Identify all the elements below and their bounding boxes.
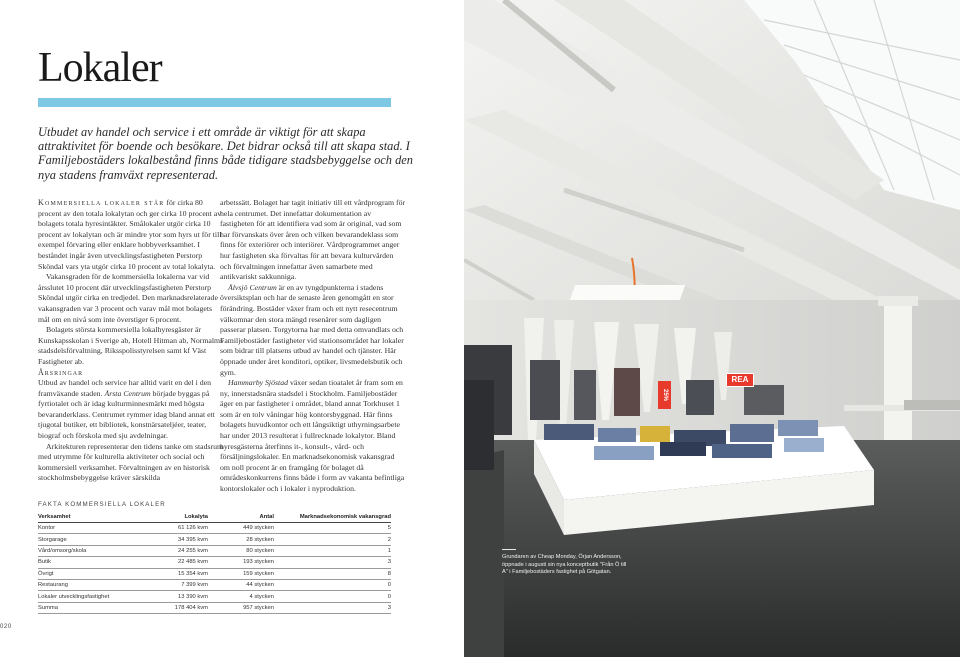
table-cell: 159 stycken bbox=[208, 568, 274, 579]
table-row bbox=[38, 557, 391, 568]
table-row bbox=[38, 602, 391, 613]
table-cell: Kontor bbox=[38, 523, 148, 534]
discount-sign: 25% bbox=[658, 381, 671, 409]
table-header-cell: Verksamhet bbox=[38, 513, 148, 523]
body-text-italic: Årsta Centrum bbox=[104, 388, 151, 398]
body-column-right bbox=[220, 198, 406, 495]
table-cell: 2 bbox=[274, 534, 391, 545]
table-cell: 3 bbox=[274, 602, 391, 613]
body-paragraph: Vakansgraden för de kommersiella lokalerna var vid årsslutet 10 procent där utvecklingsfastigheten Perstorp Sköndal utgör cirka en tredjedel. Den marknadsrelaterade vakansgraden var 3 procent och varav mål mot bolagets mål om en nivå som inte överstiger 6 procent. bbox=[38, 272, 218, 324]
table-cell: 5 bbox=[274, 523, 391, 534]
table-cell: 13 390 kvm bbox=[148, 591, 208, 602]
body-paragraph bbox=[220, 378, 406, 495]
lead-smallcaps: Kommersiella lokaler står bbox=[38, 198, 165, 207]
table-row bbox=[38, 545, 391, 556]
fakta-table bbox=[38, 513, 391, 614]
table-cell: 4 stycken bbox=[208, 591, 274, 602]
table-cell: 8 bbox=[274, 568, 391, 579]
caption-rule bbox=[502, 549, 516, 550]
table-row bbox=[38, 568, 391, 579]
body-text: är en av tyngdpunkterna i stadens översiktsplan och har de senaste åren genomgått en stor förändring. Bostäder växer fram och ett nytt resecentrum välkomnar den stora mängd resenärer som dagligen passerar platsen. Torgytorna har med detta omvandlats och Familjebostäder fastigheter vid stationsområdet har lokaler som bidrar till platsens utbud av handel och tjänster. Här öppnade under året konditori, optiker, livsmedelsbutik och gym. bbox=[220, 282, 404, 377]
table-cell: 7 399 kvm bbox=[148, 579, 208, 590]
table-cell: 449 stycken bbox=[208, 523, 274, 534]
table-row bbox=[38, 534, 391, 545]
fakta-heading: FAKTA KOMMERSIELLA LOKALER bbox=[38, 501, 166, 508]
table-cell: 957 stycken bbox=[208, 602, 274, 613]
body-text: för cirka 80 procent av den totala lokalytan och ger cirka 10 procent av bolagets totala hyresintäkter. Smålokaler utgör cirka 10 procent av lokalytan och är mindre ytor som hyrs ut för till exempel förvaring eller enklare hobbyverksamhet. I beståndet ingår även utvecklingsfastigheten Perstorp Sköndal vars yta utgör cirka 10 procent av total lokalyta. bbox=[38, 198, 222, 271]
table-cell: 22 485 kvm bbox=[148, 557, 208, 568]
table-cell: 3 bbox=[274, 557, 391, 568]
table-header-row bbox=[38, 513, 391, 523]
table-cell: 80 stycken bbox=[208, 545, 274, 556]
table-cell: 34 395 kvm bbox=[148, 534, 208, 545]
table-cell: Butik bbox=[38, 557, 148, 568]
photo-caption: Grundaren av Cheap Monday, Örjan Andersson, öppnade i augusti sin nya konceptbutik "Från Ö till A" i Familjebostäders fastighet på Götgatan. bbox=[502, 554, 627, 576]
title-accent-bar bbox=[38, 98, 391, 107]
body-text: Utbud av handel och service har alltid varit en del i den framväxande staden. bbox=[38, 378, 211, 398]
table-cell: 61 126 kvm bbox=[148, 523, 208, 534]
table-cell: Övrigt bbox=[38, 568, 148, 579]
table-row bbox=[38, 523, 391, 534]
body-paragraph: Arkitekturen representerar den tidens tanke om stadsrum med utrymme för kulturella aktiviteter och social och kommersiell verksamhet. Förvaltningen av en historisk stockholmsbebyggelse kräver särskilda bbox=[38, 441, 224, 483]
body-paragraph: Bolagets största kommersiella lokalhyresgäster är Kunskapsskolan i Sverige ab, Hotell Hitman ab, Normalms stadsdelsförvaltning, Riksspolisstyrelsen samt kf Väst Fastigheter ab. bbox=[38, 325, 224, 366]
table-cell: 1 bbox=[274, 545, 391, 556]
body-paragraph bbox=[38, 198, 224, 272]
table-row bbox=[38, 579, 391, 590]
table-cell: Restaurang bbox=[38, 579, 148, 590]
body-text-italic: Hammarby Sjöstad bbox=[228, 378, 288, 388]
table-cell: 193 stycken bbox=[208, 557, 274, 568]
body-text-italic: Älvsjö Centrum bbox=[228, 282, 277, 292]
table-cell: 178 404 kvm bbox=[148, 602, 208, 613]
table-cell: 15 354 kvm bbox=[148, 568, 208, 579]
page-number: 020 bbox=[0, 624, 12, 630]
table-header-cell: Marknadsekonomisk vakansgrad bbox=[274, 513, 391, 523]
left-page bbox=[0, 0, 464, 657]
rea-sale-sign: REA bbox=[726, 373, 754, 387]
body-paragraph: arbetssätt. Bolaget har tagit initiativ till ett vårdprogram för hela centrumet. Det innefattar dokumentation av fastigheten för att identifiera vad som är original, vad som har förvanskats över åren och vilken bevarandeklass som finns för exteriörer och interiörer. Vårdprogrammet anger hur fastigheten ska förvaltas för att bevara kulturvärden och förvaltningen innefattar även samarbete med antikvariskt sakkunniga. bbox=[220, 198, 406, 282]
body-text: växer sedan tioatalet år fram som en ny, innerstadsnära stadsdel i Stockholm. Familjebostäder äger en par fastigheter i området, bland annat Torkhuset 1 som är en tolv våningar hög kontorsbyggnad. Här finns bolagets huvudkontor och ett långsiktigt uthyrningsarbete har under 2013 resulterat i fullrecknade lokalytor. Bland hyresgästerna återfinns it-, konsult-, vård- och försäljningslokaler. En marknadsekonomisk vakansgrad om noll procent är en framgång för bolaget då områdeskonkurrens finns både i form av vakanta befintliga kontorslokaler och i lokaler i nyproduktion. bbox=[220, 378, 405, 494]
subheading-arsringar: Årsringar bbox=[38, 367, 84, 377]
body-paragraph bbox=[220, 283, 406, 378]
table-header-cell: Lokalyta bbox=[148, 513, 208, 523]
page-title: Lokaler bbox=[38, 45, 162, 91]
body-text: började byggas på fyrtiotalet och är idag kulturminnesmärkt med högsta bevaranderklass. Centrumet rymmer idag bland annat ett tjugotal butiker, ett bibliotek, konstnärsateljéer, teater, biograf och förskola med sju avdelningar. bbox=[38, 388, 215, 441]
table-cell: 24 255 kvm bbox=[148, 545, 208, 556]
intro-text: Utbudet av handel och service i ett område är viktigt för att skapa attraktivitet för boende och besökare. Det bidrar också till att skapa stad. I Familjebostäders lokalbestånd finns både tidigare stadsbebyggelse och den nya stadens framväxt representerad. bbox=[38, 125, 413, 182]
table-cell: 44 stycken bbox=[208, 579, 274, 590]
table-cell: Storgarage bbox=[38, 534, 148, 545]
table-cell: 28 stycken bbox=[208, 534, 274, 545]
table-cell: Summa bbox=[38, 602, 148, 613]
table-cell: Vård/omsorg/skola bbox=[38, 545, 148, 556]
table-cell: 0 bbox=[274, 591, 391, 602]
table-cell: Lokaler utvecklingsfastighet bbox=[38, 591, 148, 602]
body-paragraph bbox=[38, 378, 224, 442]
table-cell: 0 bbox=[274, 579, 391, 590]
table-row bbox=[38, 591, 391, 602]
fakta-table-section bbox=[38, 501, 391, 614]
body-column-left bbox=[38, 198, 224, 484]
table-header-cell: Antal bbox=[208, 513, 274, 523]
